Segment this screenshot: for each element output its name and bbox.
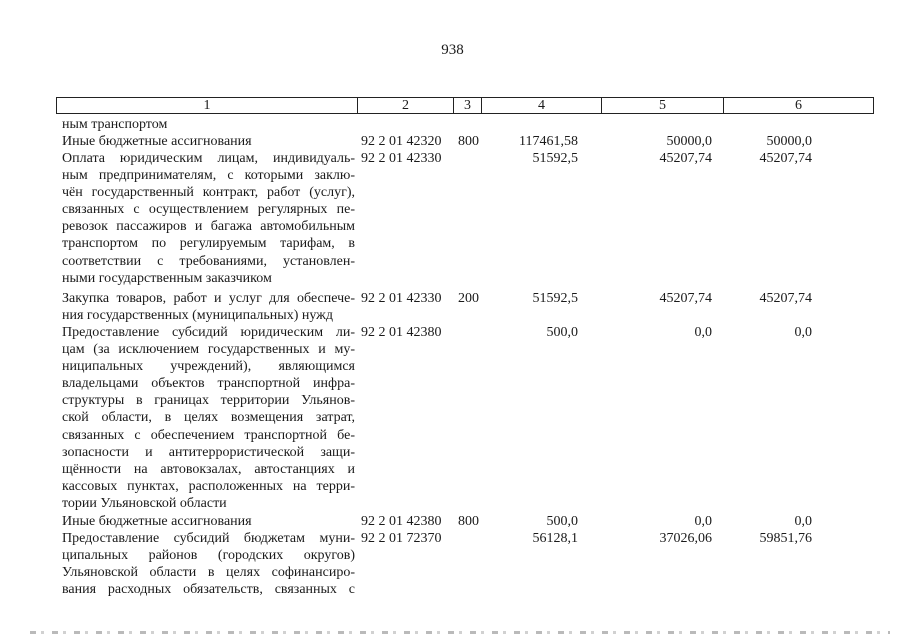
description-line: тории Ульяновской области	[62, 495, 227, 511]
header-col-3: 3	[453, 98, 481, 113]
row-description	[62, 133, 355, 150]
header-col-6: 6	[723, 98, 873, 113]
amount-col-5: 0,0	[694, 514, 712, 529]
description-line: кассовых пунктах, расположенных на терри-	[62, 478, 355, 494]
description-line: структуры в границах территории Ульянов-	[62, 393, 355, 409]
description-line: цам (за исключением государственных и му-	[62, 342, 355, 358]
amount-col-5: 0,0	[694, 325, 712, 340]
description-line: владельцами объектов транспортной инфра-	[62, 376, 355, 392]
description-line: Оплата юридическим лицам, индивидуаль-	[62, 151, 355, 166]
description-line: щённости на автовокзалах, автостанциях и	[62, 461, 355, 477]
amount-col-4: 51592,5	[532, 291, 578, 306]
description-line: Закупка товаров, работ и услуг для обеспече-	[62, 291, 355, 306]
amount-col-6: 0,0	[794, 514, 812, 529]
row-description	[62, 530, 355, 598]
budget-code: 92 2 01 42330	[361, 151, 442, 166]
description-line: Иные бюджетные ассигнования	[62, 134, 252, 149]
expense-type: 200	[458, 291, 479, 306]
description-line: чён государственный контракт, работ (услуг),	[62, 185, 355, 201]
expense-type: 800	[458, 134, 479, 149]
row-description	[62, 513, 355, 530]
amount-col-6: 0,0	[794, 325, 812, 340]
description-line: вания расходных обязательств, связанных с	[62, 582, 355, 598]
row-description	[62, 290, 355, 324]
description-line: ния государственных (муниципальных) нужд	[62, 308, 333, 324]
scan-edge-artifact	[30, 631, 890, 634]
amount-col-6: 45207,74	[759, 151, 812, 166]
header-col-1: 1	[203, 98, 211, 113]
budget-code: 92 2 01 72370	[361, 531, 442, 546]
amount-col-6: 50000,0	[766, 134, 812, 149]
description-line: Предоставление субсидий юридическим ли-	[62, 325, 355, 340]
description-line: ревозок пассажиров и багажа автомобильным	[62, 219, 355, 235]
amount-col-6: 59851,76	[759, 531, 812, 546]
header-col-2: 2	[357, 98, 453, 113]
continuation-text: ным транспортом	[62, 117, 168, 132]
amount-col-6: 45207,74	[759, 291, 812, 306]
amount-col-4: 500,0	[546, 325, 578, 340]
budget-code: 92 2 01 42330	[361, 291, 442, 306]
row-description	[62, 324, 355, 512]
amount-col-5: 50000,0	[666, 134, 712, 149]
amount-col-4: 500,0	[546, 514, 578, 529]
description-line: связанных с обеспечением транспортной бе-	[62, 427, 355, 443]
amount-col-5: 45207,74	[659, 291, 712, 306]
description-line: Ульяновской области в целях софинансиро-	[62, 565, 355, 581]
description-line: ниципальных учреждений), являющимся	[62, 359, 355, 375]
description-line: ципальных районов (городских округов)	[62, 548, 355, 564]
budget-code: 92 2 01 42380	[361, 325, 442, 340]
row-description	[62, 150, 355, 287]
table-header	[56, 97, 874, 114]
description-line: зопасности и антитеррористической защи-	[62, 444, 355, 460]
budget-code: 92 2 01 42380	[361, 514, 442, 529]
header-col-4: 4	[481, 98, 601, 113]
description-line: соответствии с требованиями, установлен-	[62, 253, 355, 269]
amount-col-4: 51592,5	[532, 151, 578, 166]
budget-code: 92 2 01 42320	[361, 134, 442, 149]
amount-col-4: 117461,58	[519, 134, 578, 149]
description-line: Иные бюджетные ассигнования	[62, 514, 252, 529]
description-line: связанных с осуществлением регулярных пе-	[62, 202, 355, 218]
description-line: транспортом по регулируемым тарифам, в	[62, 236, 355, 252]
description-line: ской области, в целях возмещения затрат,	[62, 410, 355, 426]
description-line: Предоставление субсидий бюджетам муни-	[62, 531, 355, 546]
amount-col-5: 45207,74	[659, 151, 712, 166]
expense-type: 800	[458, 514, 479, 529]
description-line: ными государственным заказчиком	[62, 270, 272, 286]
header-col-5: 5	[601, 98, 723, 113]
page-number: 938	[441, 42, 464, 58]
amount-col-5: 37026,06	[659, 531, 712, 546]
amount-col-4: 56128,1	[532, 531, 578, 546]
description-line: ным предпринимателям, с которыми заклю-	[62, 168, 355, 184]
